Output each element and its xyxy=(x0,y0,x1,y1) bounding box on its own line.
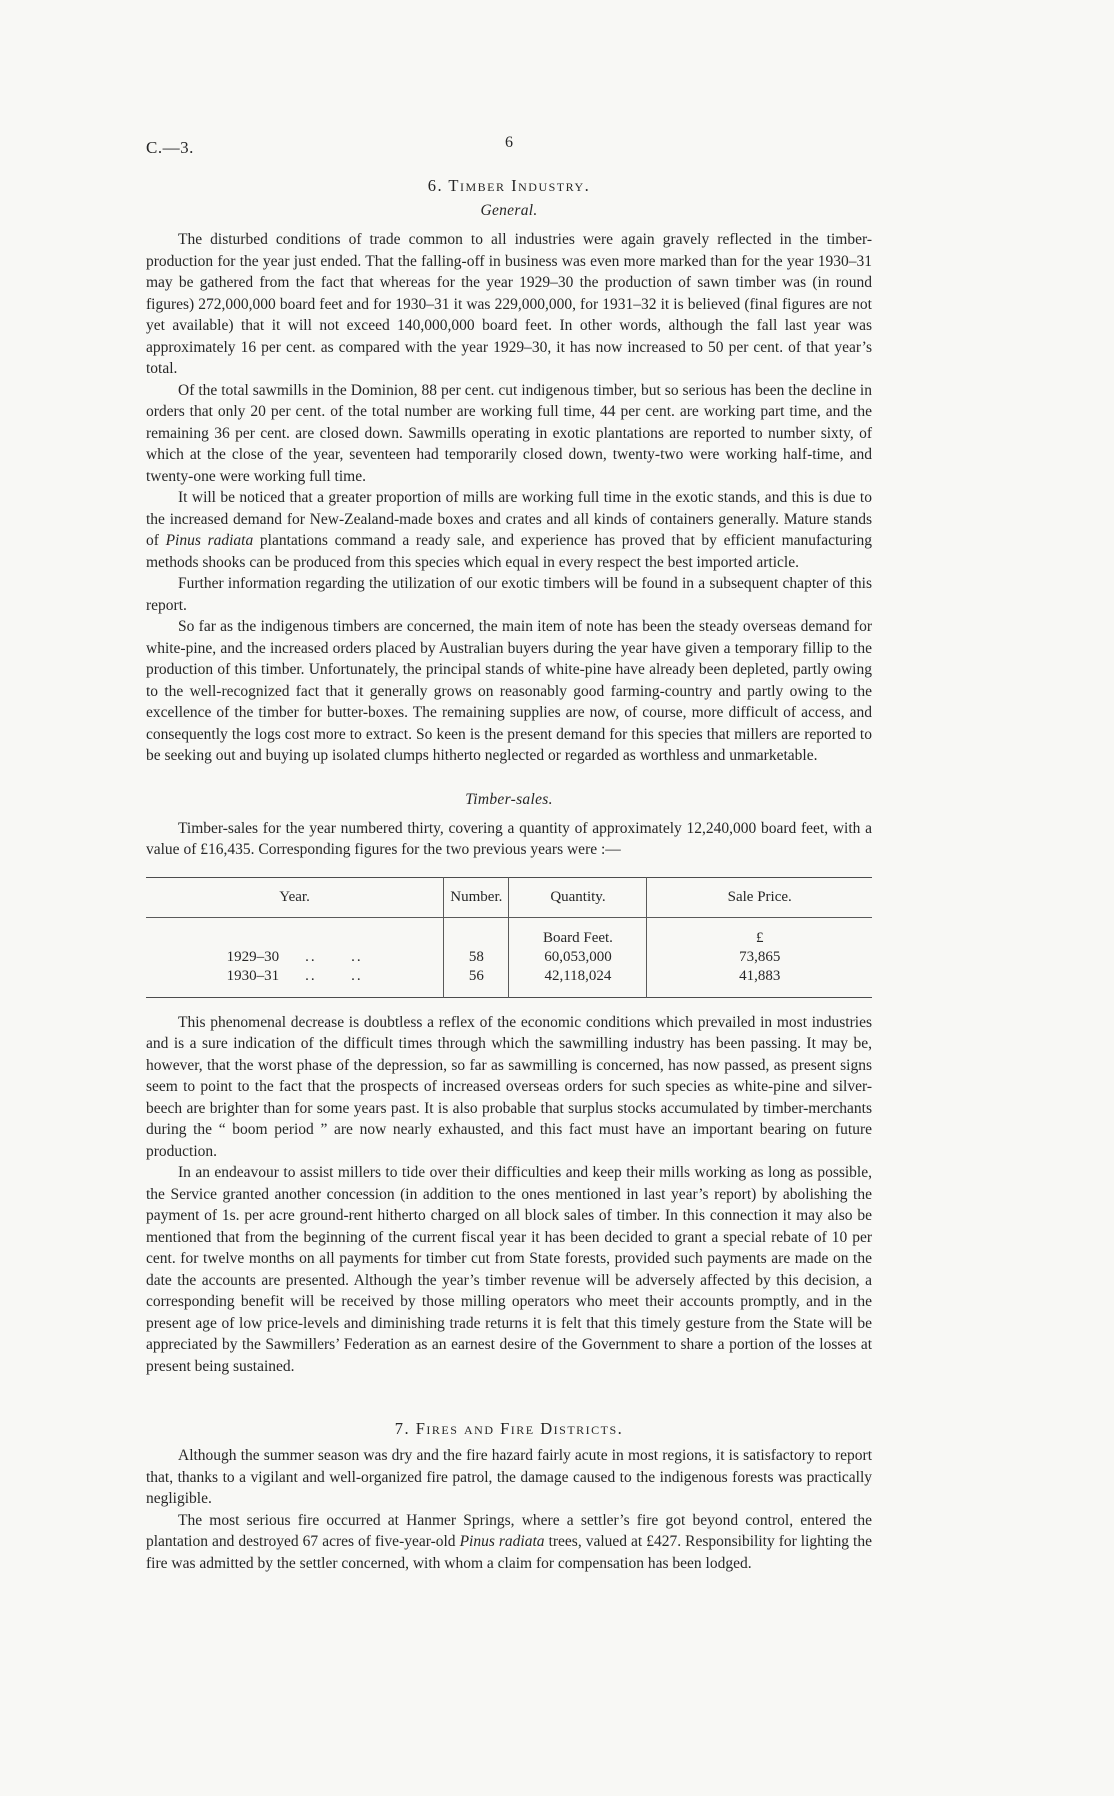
page-header xyxy=(146,134,872,162)
section-title-timber-industry: 6. Timber Industry. xyxy=(427,176,591,195)
paragraph-timber-3: It will be noticed that a greater proportion of mills are working full time in the exotic stands, and this is due to the increased demand for New-Zealand-made boxes and crates and all kinds of containers generally. Mature stands of Pinus radiata plantations command a ready sale, and experience has proved that by efficient manufacturing methods shooks can be produced from this species which equal in every respect the best imported article. xyxy=(146,489,872,571)
empty-cell xyxy=(444,917,509,948)
paragraph-timber-5: So far as the indigenous timbers are concerned, the main item of note has been the steady overseas demand for white-pine, and the increased orders placed by Australian buyers during the year have given a temporary fillip to the production of this timber. Unfortunately, the principal stands of white-pine have already been depleted, partly owing to the well-recognized fact that it generally grows on reasonably good farming-country and partly owing to the excellence of the timber for butter-boxes. The remaining supplies are now, of course, more difficult of access, and consequently the logs cost more to extract. So keen is the present demand for this species that millers are reported to be seeking out and buying up isolated clumps hitherto neglected or regarded as worthless and unmarketable. xyxy=(146,618,872,764)
cell-number: 58 xyxy=(444,948,509,967)
paragraph-sales-analysis-1: This phenomenal decrease is doubtless a reflex of the economic conditions which prevailed in most industries and is a sure indication of the difficult times through which the sawmilling industry has been passing. It may be, however, that the worst phase of the depression, so far as sawmilling is concerned, has now passed, as present signs seem to point to the fact that the prospects of increased overseas orders for such species as white-pine and silver-beech are brighter than for some years past. It is also probable that surplus stocks accumulated by timber-merchants during the “ boom period ” are now nearly exhausted, and this fact must have an important bearing on future production. xyxy=(146,1013,872,1160)
timber-sales-table-body xyxy=(146,917,872,997)
cell-year xyxy=(146,948,444,967)
dot-leaders: .. .. xyxy=(305,948,363,965)
section-title-fires: 7. Fires and Fire Districts. xyxy=(394,1419,624,1438)
table-unit-row xyxy=(146,917,872,948)
page-content xyxy=(146,134,872,1574)
table-row xyxy=(146,948,872,967)
paragraph-fires-2: The most serious fire occurred at Hanmer Springs, where a settler’s fire got beyond control, entered the plantation and destroyed 67 acres of five-year-old Pinus radiata trees, valued at £427. Responsibility for lighting the fire was admitted by the settler concerned, with whom a claim for compensation has been lodged. xyxy=(146,1511,872,1572)
cell-number: 56 xyxy=(444,967,509,998)
paragraph-fires-1: Although the summer season was dry and the fire hazard fairly acute in most regions, it is satisfactory to report that, thanks to a vigilant and well-organized fire patrol, the damage caused to the indigenous forests was practically negligible. xyxy=(146,1447,872,1507)
column-header-quantity: Quantity. xyxy=(509,877,647,917)
cell-quantity: 42,118,024 xyxy=(509,967,647,998)
paragraph-timber-4: Further information regarding the utilization of our exotic timbers will be found in a subsequent chapter of this report. xyxy=(146,575,872,614)
cell-quantity: 60,053,000 xyxy=(509,948,647,967)
cell-sale-price: 73,865 xyxy=(647,948,872,967)
dot-leaders: .. .. xyxy=(305,967,363,984)
unit-board-feet: Board Feet. xyxy=(509,917,647,948)
timber-sales-table xyxy=(146,877,872,998)
year-value: 1930–31 xyxy=(226,967,280,984)
paragraph-timber-2: Of the total sawmills in the Dominion, 88 per cent. cut indigenous timber, but so serious has been the decline in orders that only 20 per cent. of the total number are working full time, 44 per cent. are working part time, and the remaining 36 per cent. are closed down. Sawmills operating in exotic plantations are reported to number sixty, of which at the close of the year, seventeen had temporarily closed down, twenty-two were working half-time, and twenty-one were working full time. xyxy=(146,381,872,485)
subsection-title-timber-sales: Timber-sales. xyxy=(465,790,553,808)
column-header-sale-price: Sale Price. xyxy=(647,877,872,917)
subsection-title-general: General. xyxy=(480,202,538,219)
column-header-year: Year. xyxy=(146,877,444,917)
page-number: 6 xyxy=(505,134,513,151)
year-value: 1929–30 xyxy=(226,948,280,965)
cell-sale-price: 41,883 xyxy=(647,967,872,998)
paragraph-sales-analysis-2: In an endeavour to assist millers to tide over their difficulties and keep their mills working as long as possible, the Service granted another concession (in addition to the ones mentioned in last year’s report) by abolishing the payment of 1s. per acre ground-rent hitherto charged on all block sales of timber. In this connection it may also be mentioned that from the beginning of the current fiscal year it has been decided to grant a special rebate of 10 per cent. for twelve months on all payments for timber cut from State forests, provided such payments are made on the date the accounts are presented. Although the year’s timber revenue will be adversely affected by this decision, a corresponding benefit will be received by those milling operators who meet their accounts promptly, and in the present age of low price-levels and diminishing trade returns it is felt that this timely gesture from the State will be appreciated by the Sawmillers’ Federation as an earnest desire of the Government to share a portion of the losses at present being sustained. xyxy=(146,1164,872,1375)
timber-sales-table-header xyxy=(146,877,872,917)
paragraph-timber-sales-intro: Timber-sales for the year numbered thirty, covering a quantity of approximately 12,240,000 board feet, with a value of £16,435. Corresponding figures for the two previous years were :— xyxy=(146,819,872,858)
unit-pound-sign: £ xyxy=(647,917,872,948)
cell-year xyxy=(146,967,444,998)
paragraph-timber-1: The disturbed conditions of trade common to all industries were again gravely reflected in the timber-production for the year just ended. That the falling-off in business was even more marked than for the year 1930–31 may be gathered from the fact that whereas for the year 1929–30 the production of sawn timber was (in round figures) 272,000,000 board feet and for 1930–31 it was 229,000,000, for 1931–32 it is believed (final figures are not yet available) that it will not exceed 140,000,000 board feet. In other words, although the fall last year was approximately 16 per cent. as compared with the year 1929–30, it has now increased to 50 per cent. of that year’s total. xyxy=(146,231,872,377)
empty-cell xyxy=(146,917,444,948)
table-row xyxy=(146,967,872,998)
report-code: C.—3. xyxy=(146,138,194,157)
column-header-number: Number. xyxy=(444,877,509,917)
